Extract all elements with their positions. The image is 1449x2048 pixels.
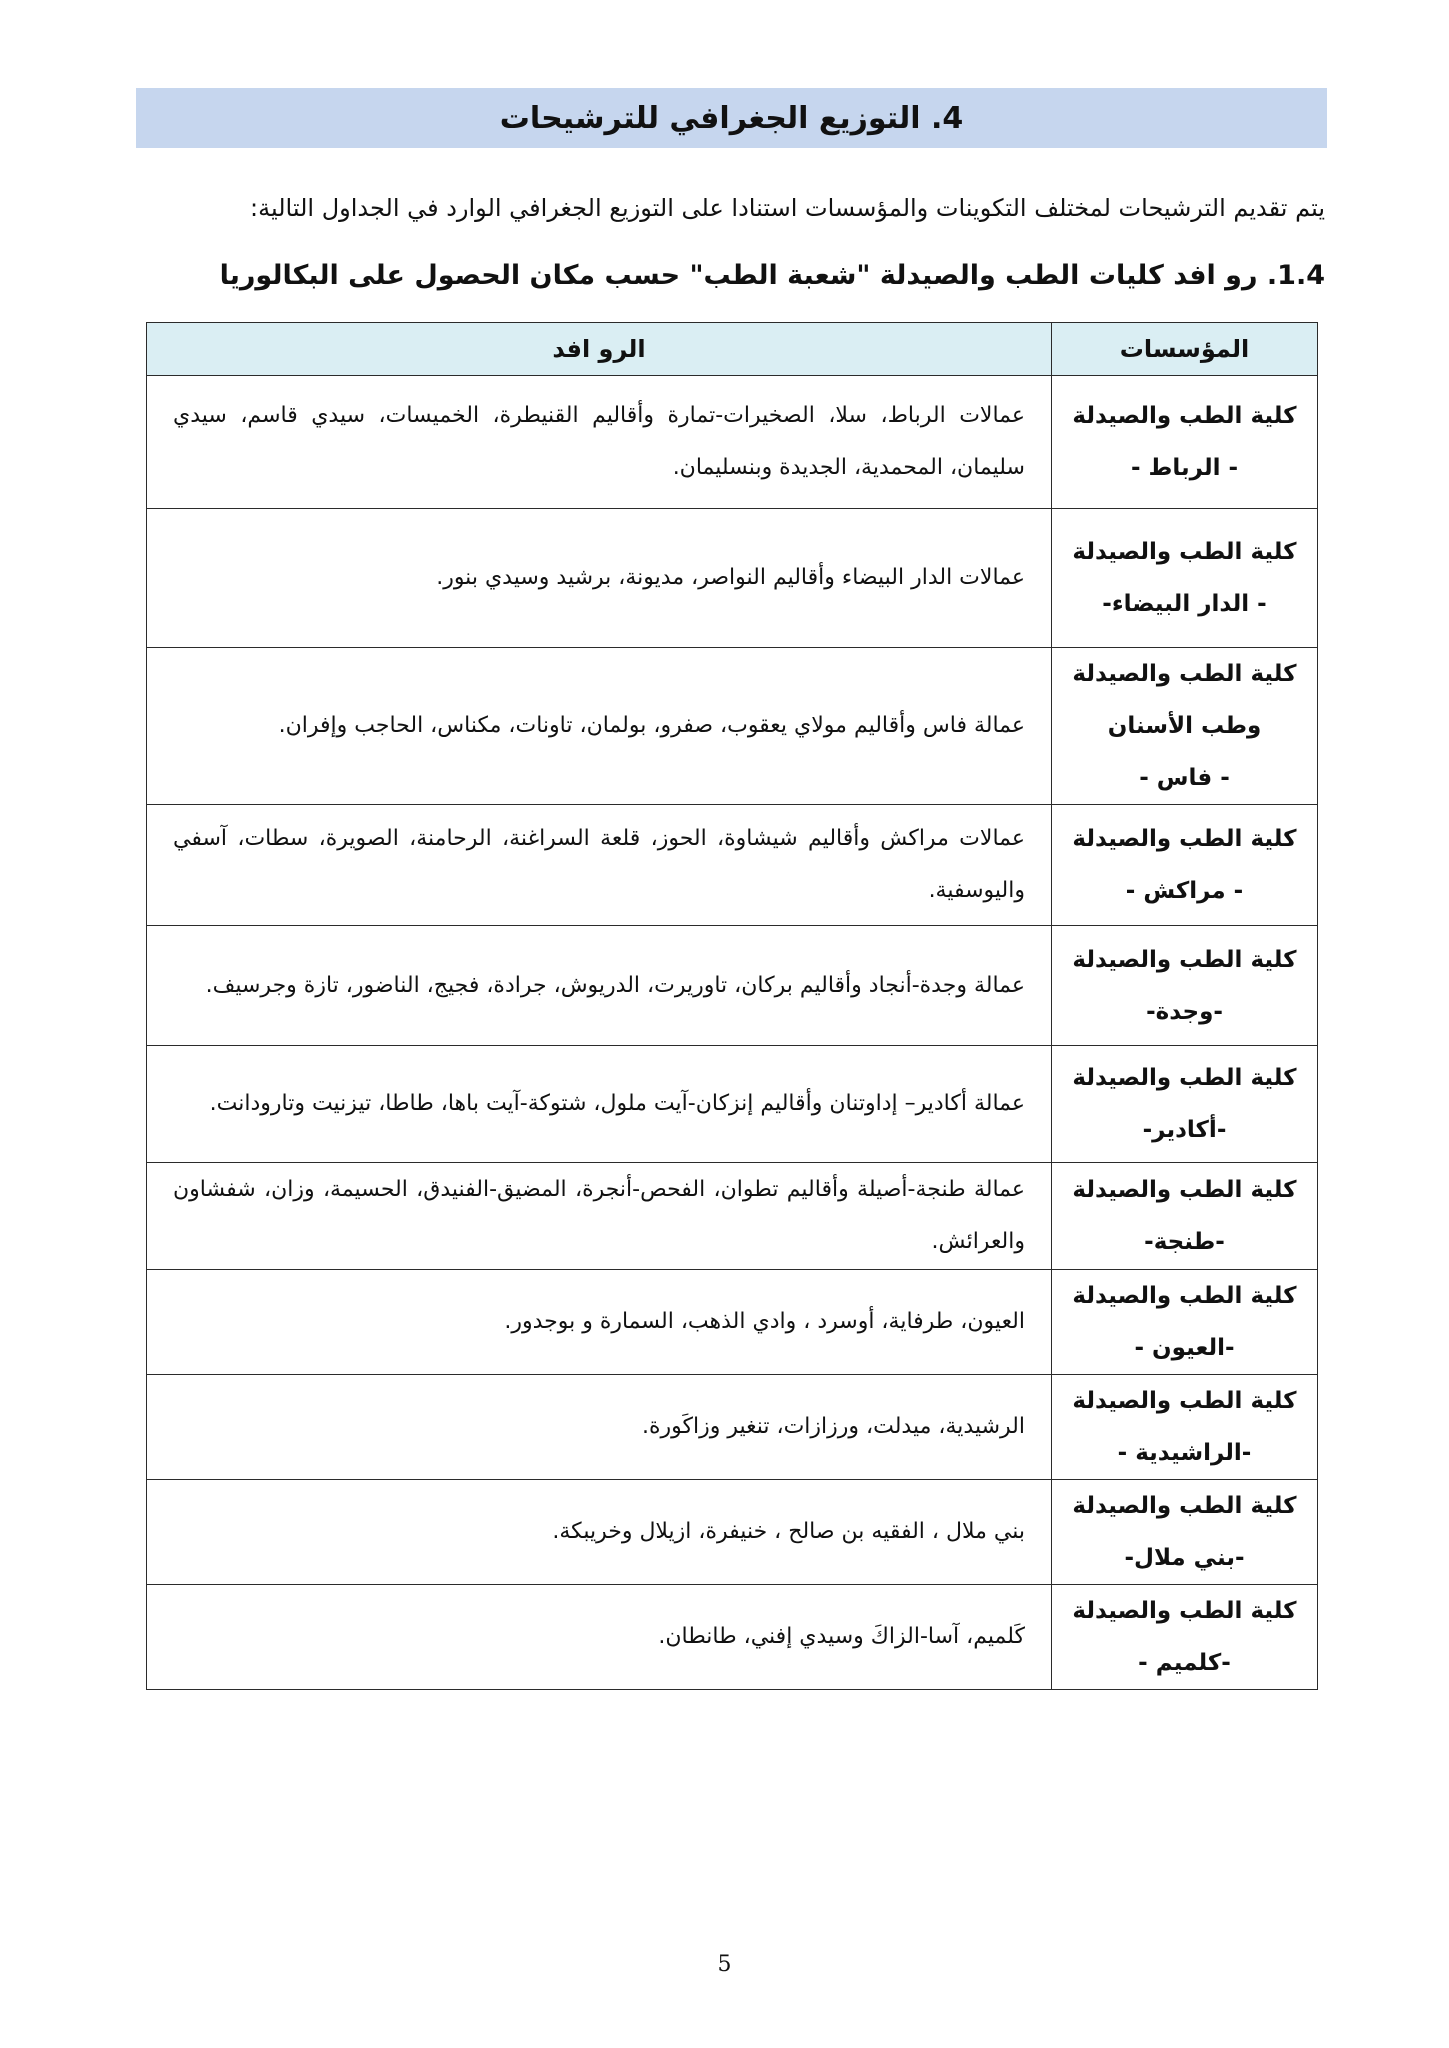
sources-cell: الرشيدية، ميدلت، ورزازات، تنغير وزاكَورة. [147,1375,1052,1480]
institution-cell [1052,1270,1318,1375]
table-row [147,376,1318,509]
sources-cell: عمالات مراكش وأقاليم شيشاوة، الحوز، قلعة السراغنة، الرحامنة، الصويرة، سطات، آسفي واليوسفية. [147,805,1052,926]
institution-cell [1052,1163,1318,1270]
institution-city: - مراكش - [1125,878,1244,904]
table-row [147,648,1318,805]
institution-cell [1052,1375,1318,1480]
institution-cell [1052,805,1318,926]
institution-city: -طنجة- [1144,1229,1225,1255]
sources-cell: عمالة أكادير– إداوتنان وأقاليم إنزكان-آيت ملول، شتوكة-آيت باها، طاطا، تيزنيت وتارودانت. [147,1046,1052,1163]
header-institutions: المؤسسات [1052,323,1318,376]
institution-cell [1052,509,1318,648]
institution-city: -الراشيدية - [1117,1440,1252,1466]
institution-name: كلية الطب والصيدلة [1072,1065,1297,1091]
subsection-title: 1.4. رو افد كليات الطب والصيدلة "شعبة الطب" حسب مكان الحصول على البكالوريا [219,260,1325,291]
institution-name: كلية الطب والصيدلة [1072,826,1297,852]
sources-cell: بني ملال ، الفقيه بن صالح ، خنيفرة، ازيلال وخريبكة. [147,1480,1052,1585]
sources-cell: العيون، طرفاية، أوسرد ، وادي الذهب، السمارة و بوجدور. [147,1270,1052,1375]
institution-name: كلية الطب والصيدلة [1072,1493,1297,1519]
intro-paragraph: يتم تقديم الترشيحات لمختلف التكوينات والمؤسسات استنادا على التوزيع الجغرافي الوارد في الجداول التالية: [250,194,1325,222]
sources-cell: كَلميم، آسا-الزاكَ وسيدي إفني، طانطان. [147,1585,1052,1690]
institution-cell [1052,376,1318,509]
table-row [147,1163,1318,1270]
table-row [147,1375,1318,1480]
institution-city: - فاس - [1139,765,1230,791]
institution-name: كلية الطب والصيدلة [1072,1177,1297,1203]
institution-name: كلية الطب والصيدلة [1072,403,1297,429]
institution-cell [1052,648,1318,805]
sources-cell: عمالة فاس وأقاليم مولاي يعقوب، صفرو، بولمان، تاونات، مكناس، الحاجب وإفران. [147,648,1052,805]
institution-name: كلية الطب والصيدلة [1072,1283,1297,1309]
table-row [147,1480,1318,1585]
institution-city: - الدار البيضاء- [1102,591,1267,617]
table-row [147,926,1318,1046]
table-row [147,1585,1318,1690]
institution-cell [1052,1585,1318,1690]
sources-table [146,322,1318,1690]
institution-name: كلية الطب والصيدلة [1072,1388,1297,1414]
institution-cell [1052,1480,1318,1585]
section-title-banner [136,88,1327,148]
institution-name: كلية الطب والصيدلة [1072,946,1297,973]
institution-city: - الرباط - [1130,455,1239,481]
table-row [147,1270,1318,1375]
institution-city: -أكادير- [1142,1117,1227,1143]
institution-subname: وطب الأسنان [1107,713,1262,739]
sources-cell: عمالة طنجة-أصيلة وأقاليم تطوان، الفحص-أنجرة، المضيق-الفنيدق، الحسيمة، وزان، شفشاون والعرائش. [147,1163,1052,1270]
institution-city: -كلميم - [1138,1650,1231,1676]
table-header-row [147,323,1318,376]
sources-cell: عمالة وجدة-أنجاد وأقاليم بركان، تاوريرت، الدريوش، جرادة، فجيج، الناضور، تازة وجرسيف. [147,926,1052,1046]
institution-name: كلية الطب والصيدلة [1072,1598,1297,1624]
header-sources: الرو افد [147,323,1052,376]
institution-name: كلية الطب والصيدلة [1072,539,1297,565]
table-row [147,509,1318,648]
page-number: 5 [717,1952,732,1977]
institution-cell [1052,1046,1318,1163]
institution-name: كلية الطب والصيدلة [1072,661,1297,687]
institution-city: -العيون - [1134,1335,1235,1361]
institution-city: -وجدة- [1146,998,1223,1025]
institution-city: -بني ملال- [1124,1545,1245,1571]
sources-cell: عمالات الرباط، سلا، الصخيرات-تمارة وأقاليم القنيطرة، الخميسات، سيدي قاسم، سيدي سليمان، المحمدية، الجديدة وبنسليمان. [147,376,1052,509]
sources-cell: عمالات الدار البيضاء وأقاليم النواصر، مديونة، برشيد وسيدي بنور. [147,509,1052,648]
section-title: 4. التوزيع الجغرافي للترشيحات [499,100,964,136]
table-row [147,1046,1318,1163]
table-row [147,805,1318,926]
institution-cell [1052,926,1318,1046]
